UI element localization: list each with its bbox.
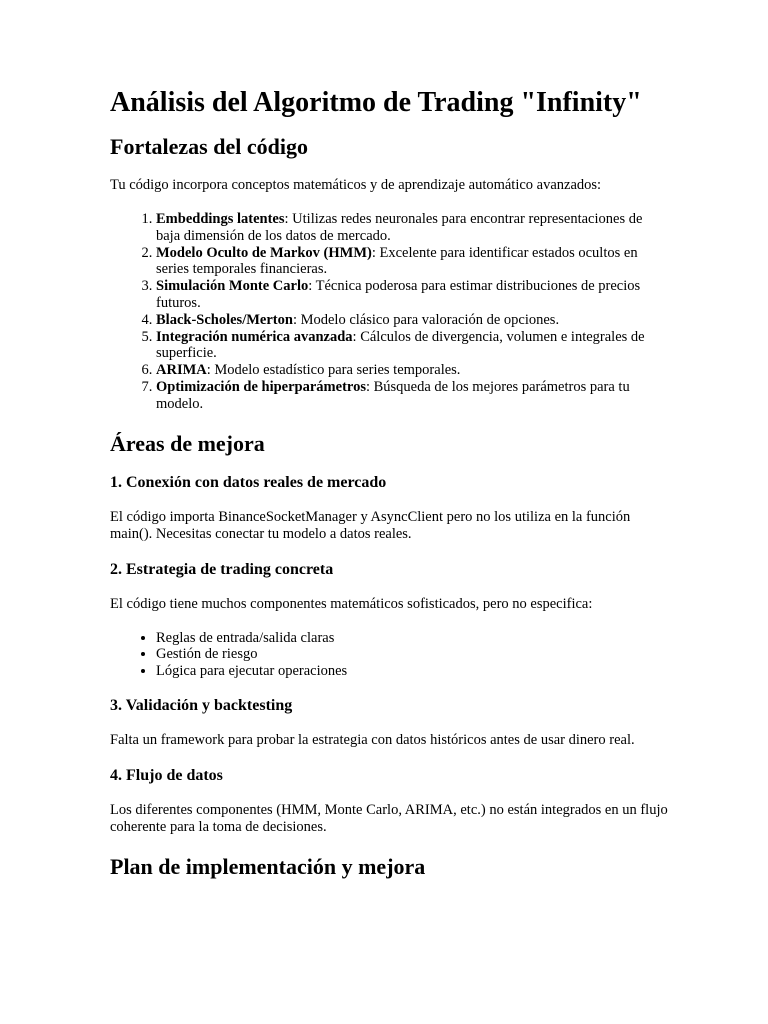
list-item [156, 362, 670, 379]
strengths-heading: Fortalezas del código [110, 134, 308, 159]
document-page [110, 86, 670, 880]
item-term: Modelo Oculto de Markov (HMM) [156, 244, 372, 261]
item-term: Embeddings latentes [156, 211, 285, 227]
item-text: : Utilizas redes neuronales para encontrar representaciones de baja dimensión de los datos de mercado. [156, 211, 643, 244]
list-item [156, 312, 670, 329]
item-term: Integración numérica avanzada [156, 328, 353, 345]
list-item: • Gestión de riesgo [156, 646, 670, 663]
strengths-intro: Tu código incorpora conceptos matemáticos y de aprendizaje automático avanzados: [110, 177, 602, 193]
item-text: : Técnica poderosa para estimar distribuciones de precios futuros. [156, 278, 641, 311]
item-term: Black-Scholes/Merton [156, 311, 293, 328]
item-term: Simulación Monte Carlo [156, 278, 309, 295]
subsection-heading-3: 3. Validación y backtesting [110, 696, 293, 714]
list-item: • Reglas de entrada/salida claras [156, 630, 670, 647]
list-item: • Lógica para ejecutar operaciones [156, 663, 670, 680]
plan-heading: Plan de implementación y mejora [110, 853, 426, 879]
item-text: : Excelente para identificar estados ocultos en series temporales financieras. [156, 244, 638, 278]
subsection-heading-2: 2. Estrategia de trading concreta [110, 560, 334, 578]
list-item [156, 211, 670, 245]
list-item [156, 245, 670, 279]
improvements-heading: Áreas de mejora [110, 430, 265, 456]
subsection-heading-1: 1. Conexión con datos reales de mercado [110, 473, 387, 491]
item-text: : Modelo clásico para valoración de opciones. [292, 311, 560, 328]
item-text: : Cálculos de divergencia, volumen e integrales de superficie. [156, 328, 645, 362]
bullet-list [110, 630, 670, 680]
item-term: Optimización de hiperparámetros [156, 378, 366, 395]
strengths-list [110, 211, 670, 413]
subsection-text-4: Los diferentes componentes (HMM, Monte Carlo, ARIMA, etc.) no están integrados en un flujo coherente para la toma de decisiones. [110, 801, 668, 835]
document-title: Análisis del Algoritmo de Trading "Infinity" [110, 87, 642, 118]
subsection-heading-4: 4. Flujo de datos [110, 766, 223, 784]
item-text: : Modelo estadístico para series temporales. [206, 362, 461, 379]
item-text: : Búsqueda de los mejores parámetros para tu modelo. [156, 378, 630, 412]
list-item [156, 329, 670, 363]
subsection-text-1: El código importa BinanceSocketManager y AsyncClient pero no los utiliza en la función main(). Necesitas conectar tu modelo a datos reales. [110, 508, 631, 542]
list-item [156, 379, 670, 413]
subsection-text-3: Falta un framework para probar la estrategia con datos históricos antes de usar dinero real. [110, 731, 635, 748]
list-item [156, 278, 670, 312]
subsection-text-2: El código tiene muchos componentes matemáticos sofisticados, pero no especifica: [110, 595, 593, 612]
item-term: ARIMA [156, 362, 207, 379]
